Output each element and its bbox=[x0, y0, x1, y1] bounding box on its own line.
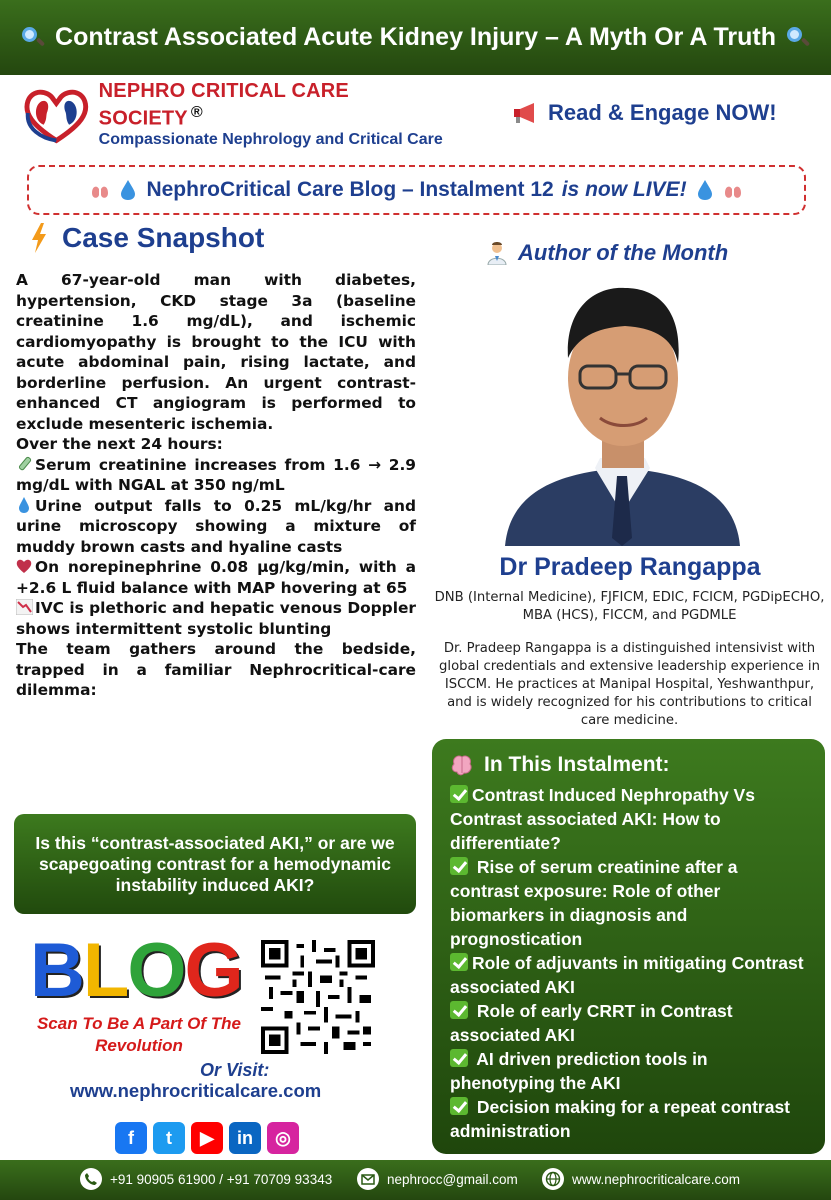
megaphone-icon bbox=[512, 102, 538, 124]
blog-instalment-label: NephroCritical Care Blog – Instalment 12 bbox=[146, 178, 554, 201]
case-finding: Urine output falls to 0.25 mL/kg/hr and urine microscopy showing a mixture of muddy brown casts and hyaline casts bbox=[16, 496, 416, 556]
check-icon bbox=[450, 1049, 468, 1067]
social-links bbox=[115, 1122, 299, 1154]
doctor-icon bbox=[486, 241, 508, 265]
author-photo bbox=[485, 268, 760, 546]
magnifier-icon bbox=[786, 26, 810, 50]
heart-icon bbox=[16, 558, 33, 574]
check-icon bbox=[450, 1001, 468, 1019]
instalment-item: Rise of serum creatinine after a contrast exposure: Role of other biomarkers in diagnosis and prognostication bbox=[450, 857, 738, 949]
blog-letter: G bbox=[184, 928, 242, 1013]
scan-text: Scan To Be A Part Of The Revolution bbox=[36, 1014, 242, 1055]
phone-icon bbox=[80, 1168, 102, 1190]
check-icon bbox=[450, 953, 468, 971]
author-heading: Author of the Month bbox=[486, 240, 728, 266]
blog-letter: L bbox=[82, 928, 128, 1013]
globe-icon bbox=[542, 1168, 564, 1190]
blog-live-label: is now LIVE! bbox=[561, 178, 687, 201]
droplet-icon bbox=[695, 179, 715, 201]
droplet-icon bbox=[16, 497, 33, 513]
instalment-item: Role of early CRRT in Contrast associated AKI bbox=[450, 1001, 733, 1045]
case-question: Is this “contrast-associated AKI,” or are we scapegoating contrast for a hemodynamic instability induced AKI? bbox=[35, 832, 395, 895]
youtube-icon[interactable]: ▶ bbox=[191, 1122, 223, 1154]
linkedin-icon[interactable]: in bbox=[229, 1122, 261, 1154]
lightning-icon bbox=[30, 223, 48, 253]
case-snapshot-heading: Case Snapshot bbox=[30, 222, 264, 254]
footer-phone[interactable]: +91 90905 61900 / +91 70709 93343 bbox=[80, 1168, 332, 1190]
brain-icon bbox=[450, 754, 474, 776]
footer-website[interactable]: www.nephrocriticalcare.com bbox=[542, 1168, 740, 1190]
instalment-item: Role of adjuvants in mitigating Contrast associated AKI bbox=[450, 953, 804, 997]
magnifier-icon bbox=[21, 26, 45, 50]
org-name: NEPHRO CRITICAL CARE SOCIETY ® bbox=[98, 80, 349, 130]
check-icon bbox=[450, 1097, 468, 1115]
test-tube-icon bbox=[16, 456, 33, 472]
blog-wordmark bbox=[30, 928, 260, 1013]
author-bio: Dr. Pradeep Rangappa is a distinguished intensivist with global credentials and extensive leadership experience in ISCCM. He practices at Manipal Hospital, Yeshwanthpur, and is widely recognized for his contributions to critical care medicine. bbox=[439, 641, 820, 728]
org-logo-block bbox=[22, 80, 452, 148]
case-intro: A 67-year-old man with diabetes, hypertension, CKD stage 3a (baseline creatinine 1.6 mg/dL), and ischemic cardiomyopathy is brought to the ICU with acute abdominal pain, rising lactate, and borderline perfusion. An urgent contrast-enhanced CT angiogram is performed to exclude mesenteric ischemia. bbox=[16, 271, 416, 433]
author-credentials: DNB (Internal Medicine), FJFICM, EDIC, FCICM, PGDipECHO, MBA (HCS), FICCM, and PGDMLE bbox=[434, 590, 825, 623]
title-banner bbox=[0, 0, 831, 75]
email-icon bbox=[357, 1168, 379, 1190]
case-snapshot-body bbox=[16, 270, 416, 701]
lungs-icon bbox=[723, 179, 743, 201]
case-question-box bbox=[14, 814, 416, 914]
case-finding: Serum creatinine increases from 1.6 → 2.9 mg/dL with NGAL at 350 ng/mL bbox=[16, 455, 416, 494]
instalment-heading: In This Instalment: bbox=[450, 753, 811, 777]
check-icon bbox=[450, 857, 468, 875]
author-name: Dr Pradeep Rangappa bbox=[499, 553, 761, 581]
contact-footer bbox=[0, 1160, 831, 1200]
instalment-item: Contrast Induced Nephropathy Vs Contrast associated AKI: How to differentiate? bbox=[450, 785, 755, 853]
instalment-box bbox=[432, 739, 825, 1154]
lungs-icon bbox=[90, 179, 110, 201]
or-visit-label: Or Visit: bbox=[200, 1060, 270, 1080]
blog-live-banner bbox=[27, 165, 806, 215]
droplet-icon bbox=[118, 179, 138, 201]
twitter-icon[interactable]: t bbox=[153, 1122, 185, 1154]
blog-letter: O bbox=[127, 928, 185, 1013]
case-finding: On norepinephrine 0.08 µg/kg/min, with a +2.6 L fluid balance with MAP hovering at 65 bbox=[16, 558, 416, 597]
read-engage-text: Read & Engage NOW! bbox=[548, 100, 777, 125]
org-tagline: Compassionate Nephrology and Critical Care bbox=[98, 130, 443, 148]
footer-email[interactable]: nephrocc@gmail.com bbox=[357, 1168, 518, 1190]
website-link[interactable]: www.nephrocriticalcare.com bbox=[70, 1080, 322, 1101]
facebook-icon[interactable]: f bbox=[115, 1122, 147, 1154]
read-engage-cta bbox=[512, 100, 777, 126]
chart-down-icon bbox=[16, 599, 33, 615]
page-title: Contrast Associated Acute Kidney Injury – A Myth Or A Truth bbox=[55, 23, 776, 51]
instalment-item: AI driven prediction tools in phenotyping the AKI bbox=[450, 1049, 708, 1093]
case-timeline-label: Over the next 24 hours: bbox=[16, 435, 223, 453]
case-closing: The team gathers around the bedside, trapped in a familiar Nephrocritical-care dilemma: bbox=[16, 640, 416, 699]
blog-letter: B bbox=[30, 928, 83, 1013]
check-icon bbox=[450, 785, 468, 803]
qr-code[interactable] bbox=[261, 940, 375, 1054]
instagram-icon[interactable]: ◎ bbox=[267, 1122, 299, 1154]
case-finding: IVC is plethoric and hepatic venous Doppler shows intermittent systolic blunting bbox=[16, 599, 416, 638]
kidney-logo-icon bbox=[22, 85, 91, 145]
instalment-item: Decision making for a repeat contrast administration bbox=[450, 1097, 791, 1141]
